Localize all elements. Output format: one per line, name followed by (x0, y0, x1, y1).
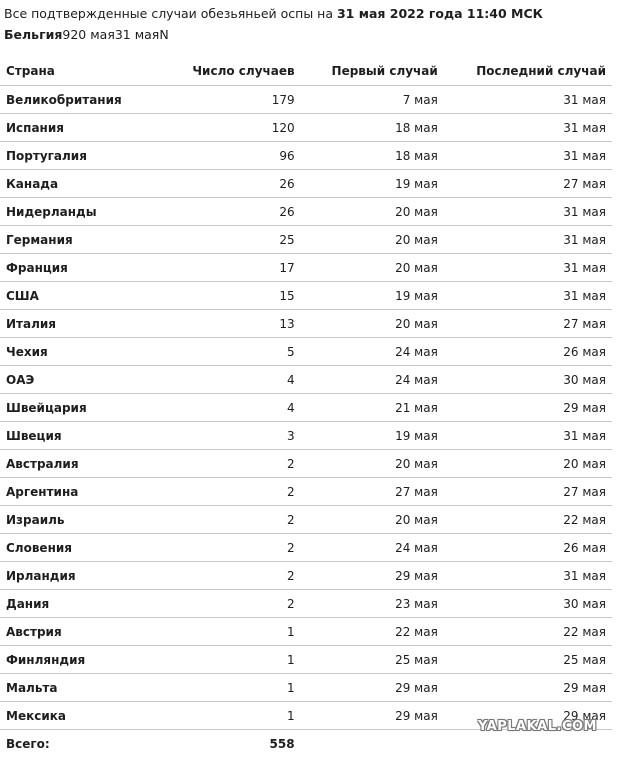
cell-cases: 26 (164, 170, 295, 198)
total-label: Всего: (0, 730, 164, 757)
cell-cases: 2 (164, 478, 295, 506)
cell-cases: 1 (164, 702, 295, 730)
cell-last-case: 31 мая (438, 86, 612, 114)
cell-last-case: 26 мая (438, 534, 612, 562)
cell-last-case: 31 мая (438, 142, 612, 170)
subline-rest: 920 мая31 маяN (62, 27, 168, 42)
cell-last-case: 30 мая (438, 590, 612, 618)
table-row (0, 310, 612, 338)
table-row (0, 590, 612, 618)
cell-first-case: 27 мая (295, 478, 438, 506)
table-row (0, 674, 612, 702)
table-row (0, 506, 612, 534)
cell-cases: 2 (164, 562, 295, 590)
cell-country: Ирландия (0, 562, 164, 590)
cell-country: Израиль (0, 506, 164, 534)
cases-table (0, 56, 612, 757)
cell-cases: 26 (164, 198, 295, 226)
cell-country: США (0, 282, 164, 310)
cell-last-case: 31 мая (438, 282, 612, 310)
cell-first-case: 19 мая (295, 170, 438, 198)
cell-first-case: 20 мая (295, 198, 438, 226)
cell-country: Германия (0, 226, 164, 254)
cell-country: Швейцария (0, 394, 164, 422)
cell-country: Италия (0, 310, 164, 338)
cell-country: Франция (0, 254, 164, 282)
cell-cases: 3 (164, 422, 295, 450)
cell-country: Словения (0, 534, 164, 562)
cell-last-case: 31 мая (438, 198, 612, 226)
cell-country: Мексика (0, 702, 164, 730)
cell-last-case: 22 мая (438, 506, 612, 534)
table-row (0, 646, 612, 674)
cell-country: Испания (0, 114, 164, 142)
headline-date: 31 мая 2022 года 11:40 МСК (337, 6, 543, 21)
cell-country: Швеция (0, 422, 164, 450)
table-row (0, 366, 612, 394)
cell-cases: 2 (164, 534, 295, 562)
cell-last-case: 30 мая (438, 366, 612, 394)
cell-last-case: 29 мая (438, 702, 612, 730)
cell-first-case: 24 мая (295, 366, 438, 394)
cell-first-case: 29 мая (295, 674, 438, 702)
table-row (0, 142, 612, 170)
cell-country: Канада (0, 170, 164, 198)
cell-last-case: 29 мая (438, 674, 612, 702)
cell-country: Португалия (0, 142, 164, 170)
cell-cases: 15 (164, 282, 295, 310)
table-row (0, 198, 612, 226)
headline (4, 6, 543, 22)
cell-first-case: 20 мая (295, 450, 438, 478)
cell-last-case: 29 мая (438, 394, 612, 422)
cell-first-case: 18 мая (295, 142, 438, 170)
cell-last-case: 31 мая (438, 254, 612, 282)
cell-first-case: 24 мая (295, 338, 438, 366)
table-row (0, 394, 612, 422)
cell-country: ОАЭ (0, 366, 164, 394)
table-row (0, 562, 612, 590)
table-row (0, 170, 612, 198)
cell-first-case: 29 мая (295, 702, 438, 730)
cell-country: Финляндия (0, 646, 164, 674)
subline-country: Бельгия (4, 27, 62, 42)
cell-first-case: 7 мая (295, 86, 438, 114)
subline (4, 27, 169, 43)
cell-country: Австралия (0, 450, 164, 478)
table-row (0, 226, 612, 254)
table-row (0, 618, 612, 646)
total-cases: 558 (164, 730, 295, 757)
table-body (0, 86, 612, 730)
column-header-country: Страна (0, 56, 164, 86)
cell-first-case: 23 мая (295, 590, 438, 618)
cell-cases: 5 (164, 338, 295, 366)
cell-first-case: 18 мая (295, 114, 438, 142)
cell-last-case: 27 мая (438, 170, 612, 198)
cell-first-case: 22 мая (295, 618, 438, 646)
cell-last-case: 22 мая (438, 618, 612, 646)
cell-cases: 1 (164, 618, 295, 646)
cell-first-case: 19 мая (295, 422, 438, 450)
cell-first-case: 20 мая (295, 226, 438, 254)
table-row (0, 450, 612, 478)
cell-last-case: 27 мая (438, 478, 612, 506)
cell-cases: 2 (164, 506, 295, 534)
cell-cases: 4 (164, 366, 295, 394)
cell-last-case: 31 мая (438, 422, 612, 450)
cell-cases: 179 (164, 86, 295, 114)
cell-cases: 2 (164, 450, 295, 478)
table-row (0, 338, 612, 366)
cell-country: Австрия (0, 618, 164, 646)
cell-first-case: 25 мая (295, 646, 438, 674)
cell-cases: 2 (164, 590, 295, 618)
cell-first-case: 20 мая (295, 310, 438, 338)
table-row (0, 282, 612, 310)
cell-last-case: 31 мая (438, 114, 612, 142)
cell-first-case: 19 мая (295, 282, 438, 310)
cell-first-case: 20 мая (295, 254, 438, 282)
cell-first-case: 29 мая (295, 562, 438, 590)
table-header-row (0, 56, 612, 86)
column-header-cases: Число случаев (164, 56, 295, 86)
cell-cases: 120 (164, 114, 295, 142)
cell-last-case: 31 мая (438, 562, 612, 590)
cell-last-case: 26 мая (438, 338, 612, 366)
watermark-logo: YAPLAKAL.COM (478, 719, 597, 734)
table-row (0, 422, 612, 450)
table-row (0, 254, 612, 282)
cell-first-case: 21 мая (295, 394, 438, 422)
cell-cases: 1 (164, 674, 295, 702)
cell-country: Чехия (0, 338, 164, 366)
column-header-last: Последний случай (438, 56, 612, 86)
cell-last-case: 27 мая (438, 310, 612, 338)
total-first-empty (295, 730, 438, 757)
cell-last-case: 31 мая (438, 226, 612, 254)
table-row (0, 534, 612, 562)
cell-country: Мальта (0, 674, 164, 702)
cell-cases: 13 (164, 310, 295, 338)
cell-first-case: 24 мая (295, 534, 438, 562)
cell-country: Дания (0, 590, 164, 618)
cell-country: Нидерланды (0, 198, 164, 226)
table-row (0, 478, 612, 506)
cell-country: Великобритания (0, 86, 164, 114)
cell-country: Аргентина (0, 478, 164, 506)
column-header-first: Первый случай (295, 56, 438, 86)
cell-cases: 25 (164, 226, 295, 254)
cell-cases: 4 (164, 394, 295, 422)
cell-first-case: 20 мая (295, 506, 438, 534)
cell-cases: 17 (164, 254, 295, 282)
table-row (0, 86, 612, 114)
cell-cases: 96 (164, 142, 295, 170)
cell-last-case: 20 мая (438, 450, 612, 478)
cell-last-case: 25 мая (438, 646, 612, 674)
cell-cases: 1 (164, 646, 295, 674)
table-row (0, 114, 612, 142)
headline-prefix: Все подтвержденные случаи обезьяньей оспы на (4, 6, 337, 21)
